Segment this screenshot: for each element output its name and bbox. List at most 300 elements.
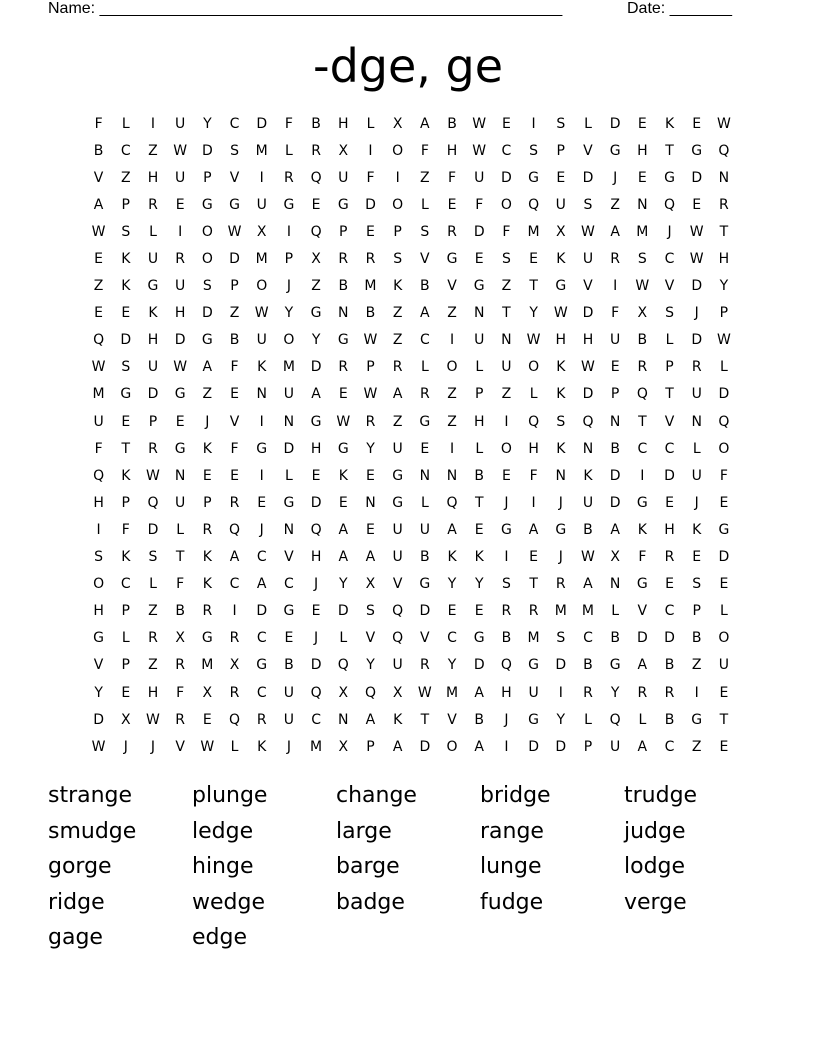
grid-letter: D — [365, 196, 376, 213]
grid-letter: L — [339, 630, 348, 647]
grid-letter: R — [664, 549, 675, 566]
grid-letter: H — [174, 305, 186, 322]
grid-letter: Z — [447, 386, 457, 403]
grid-letter: J — [286, 738, 291, 755]
grid-letter: U — [610, 332, 621, 349]
grid-letter: V — [392, 576, 403, 593]
grid-letter: J — [259, 521, 264, 538]
grid-letter: H — [310, 549, 322, 566]
grid-letter: H — [147, 332, 159, 349]
grid-letter: E — [420, 440, 430, 457]
grid-letter: W — [689, 251, 704, 268]
grid-letter: O — [392, 196, 404, 213]
grid-letter: W — [716, 115, 731, 132]
grid-letter: Y — [447, 576, 457, 593]
word-bank-item: change — [336, 783, 417, 808]
grid-letter: V — [664, 278, 675, 295]
grid-letter: W — [227, 223, 242, 240]
grid-letter: C — [447, 630, 457, 647]
grid-letter: U — [175, 115, 186, 132]
grid-letter: C — [120, 576, 131, 593]
grid-letter: F — [230, 440, 239, 457]
grid-letter: K — [257, 359, 267, 376]
grid-letter: Z — [392, 305, 403, 322]
grid-letter: T — [638, 413, 647, 430]
grid-letter: K — [556, 440, 566, 457]
grid-letter: M — [527, 223, 540, 240]
grid-letter: F — [448, 169, 457, 186]
grid-letter: A — [583, 576, 593, 593]
grid-letter: Z — [148, 657, 158, 674]
grid-letter: M — [554, 603, 567, 620]
grid-letter: O — [392, 142, 404, 159]
grid-letter: G — [446, 251, 458, 268]
grid-letter: G — [664, 169, 675, 186]
grid-letter: U — [392, 549, 403, 566]
grid-letter: D — [419, 603, 431, 620]
grid-letter: U — [175, 494, 186, 511]
grid-letter: U — [283, 386, 295, 403]
grid-letter: O — [500, 440, 512, 457]
word-bank-item: plunge — [192, 783, 268, 808]
grid-letter: L — [720, 603, 728, 620]
grid-letter: Q — [582, 413, 594, 430]
grid-letter: V — [229, 169, 240, 186]
grid-letter: R — [583, 684, 593, 701]
grid-letter: A — [528, 521, 539, 538]
word-bank-item: edge — [192, 925, 247, 950]
grid-letter: I — [395, 169, 400, 186]
grid-letter: Q — [147, 494, 159, 511]
grid-letter: W — [91, 223, 106, 240]
grid-letter: Z — [202, 386, 213, 403]
grid-letter: O — [446, 359, 458, 376]
grid-letter: G — [691, 142, 703, 159]
grid-letter: R — [392, 359, 403, 376]
grid-letter: A — [392, 738, 403, 755]
date-field-label: Date: _______ — [627, 0, 732, 17]
grid-letter: T — [529, 278, 538, 295]
grid-letter: E — [637, 169, 647, 186]
grid-letter: C — [256, 630, 267, 647]
grid-letter: T — [420, 711, 430, 728]
word-bank-item: verge — [624, 889, 687, 915]
grid-letter: R — [202, 603, 213, 620]
word-bank-item: judge — [624, 818, 686, 844]
grid-letter: G — [392, 494, 404, 511]
grid-letter: G — [120, 386, 132, 403]
grid-letter: K — [637, 521, 647, 538]
grid-letter: T — [529, 576, 538, 593]
grid-letter: B — [447, 115, 457, 132]
grid-letter: C — [284, 576, 294, 593]
grid-letter: N — [283, 413, 295, 430]
grid-letter: G — [310, 305, 322, 322]
grid-letter: Q — [718, 413, 730, 430]
grid-letter: N — [365, 494, 376, 511]
grid-letter: P — [366, 359, 375, 376]
grid-letter: T — [719, 223, 729, 240]
grid-letter: W — [363, 332, 378, 349]
grid-letter: Z — [447, 305, 457, 322]
grid-letter: G — [147, 278, 159, 295]
grid-letter: L — [285, 142, 293, 159]
grid-letter: W — [635, 278, 650, 295]
grid-letter: R — [202, 521, 213, 538]
grid-letter: L — [366, 115, 375, 132]
grid-letter: I — [259, 169, 264, 186]
grid-letter: D — [691, 278, 703, 295]
grid-letter: E — [121, 684, 131, 701]
grid-letter: B — [365, 305, 376, 322]
grid-letter: A — [365, 549, 376, 566]
grid-letter: M — [255, 251, 268, 268]
grid-letter: G — [201, 630, 213, 647]
grid-letter: D — [582, 386, 594, 403]
word-bank-item: strange — [48, 783, 133, 808]
grid-letter: H — [93, 603, 104, 620]
grid-letter: N — [419, 467, 431, 484]
grid-letter: K — [121, 467, 131, 484]
grid-letter: R — [338, 251, 349, 268]
grid-letter: S — [501, 251, 511, 268]
grid-letter: E — [529, 251, 539, 268]
grid-letter: W — [146, 711, 160, 728]
grid-letter: B — [420, 549, 430, 566]
grid-letter: O — [446, 738, 458, 755]
grid-letter: G — [636, 576, 648, 593]
grid-letter: V — [420, 630, 430, 647]
grid-letter: N — [256, 386, 267, 403]
grid-letter: E — [121, 413, 131, 430]
grid-letter: S — [121, 359, 131, 376]
grid-letter: U — [147, 251, 159, 268]
grid-letter: G — [528, 711, 540, 728]
grid-letter: Y — [203, 115, 212, 132]
grid-letter: Z — [148, 603, 158, 620]
grid-letter: B — [474, 711, 485, 728]
grid-letter: W — [254, 305, 269, 322]
grid-letter: Y — [366, 657, 375, 674]
word-bank-item: hinge — [192, 854, 254, 879]
grid-letter: Z — [610, 196, 620, 213]
grid-letter: R — [528, 603, 539, 620]
grid-letter: Q — [337, 657, 349, 674]
word-bank-item: lunge — [480, 854, 542, 879]
grid-letter: W — [581, 549, 595, 566]
grid-letter: Q — [718, 142, 730, 159]
grid-letter: R — [610, 251, 621, 268]
grid-letter: M — [445, 684, 459, 701]
grid-letter: A — [338, 521, 349, 538]
name-field-label: Name: ____________________________________________________ — [48, 0, 563, 17]
grid-letter: K — [556, 359, 566, 376]
grid-letter: Q — [229, 711, 241, 728]
grid-letter: T — [665, 386, 674, 403]
grid-letter: U — [718, 657, 730, 674]
grid-letter: P — [393, 223, 402, 240]
grid-letter: G — [201, 196, 213, 213]
grid-letter: U — [93, 413, 104, 430]
grid-letter: F — [420, 142, 429, 159]
grid-letter: V — [664, 413, 675, 430]
grid-letter: A — [338, 549, 349, 566]
grid-letter: U — [283, 711, 295, 728]
grid-letter: E — [311, 196, 321, 213]
grid-letter: Y — [719, 278, 729, 295]
grid-letter: W — [173, 359, 188, 376]
grid-letter: H — [501, 684, 512, 701]
grid-letter: U — [610, 738, 621, 755]
word-bank-item: range — [480, 818, 544, 844]
grid-letter: N — [174, 467, 186, 484]
grid-letter: U — [338, 169, 349, 186]
grid-letter: W — [472, 142, 487, 159]
grid-letter: G — [473, 630, 485, 647]
grid-letter: K — [202, 440, 212, 457]
grid-letter: D — [691, 332, 703, 349]
grid-letter: D — [201, 305, 213, 322]
grid-letter: Z — [93, 278, 104, 295]
page-title: -dge, ge — [312, 39, 504, 93]
grid-letter: H — [310, 440, 322, 457]
grid-letter: L — [475, 440, 484, 457]
grid-letter: N — [338, 711, 349, 728]
grid-letter: L — [692, 440, 701, 457]
grid-letter: R — [555, 576, 566, 593]
grid-letter: G — [337, 196, 349, 213]
grid-letter: W — [173, 142, 188, 159]
grid-letter: G — [500, 521, 512, 538]
grid-letter: B — [93, 142, 104, 159]
grid-letter: M — [636, 223, 649, 240]
word-bank — [48, 780, 768, 958]
grid-letter: Q — [528, 413, 540, 430]
grid-letter: J — [314, 630, 319, 647]
grid-letter: R — [256, 711, 267, 728]
word-bank-item: large — [336, 818, 392, 844]
grid-letter: X — [120, 711, 131, 728]
grid-letter: J — [613, 169, 618, 186]
grid-letter: Q — [636, 386, 648, 403]
grid-letter: I — [150, 115, 156, 132]
grid-letter: D — [256, 603, 268, 620]
grid-letter: I — [504, 549, 509, 566]
grid-letter: Q — [392, 630, 404, 647]
grid-letter: R — [664, 684, 675, 701]
grid-letter: P — [121, 603, 130, 620]
grid-letter: H — [147, 684, 159, 701]
grid-letter: U — [501, 359, 512, 376]
grid-letter: A — [229, 549, 240, 566]
grid-letter: B — [175, 603, 185, 620]
grid-letter: D — [501, 169, 512, 186]
grid-letter: X — [338, 738, 349, 755]
grid-letter: X — [610, 549, 620, 566]
word-bank-item: trudge — [624, 783, 698, 808]
word-bank-item: fudge — [480, 889, 544, 915]
grid-letter: B — [229, 332, 240, 349]
grid-letter: O — [256, 278, 268, 295]
grid-letter: B — [691, 630, 702, 647]
grid-letter: O — [528, 359, 540, 376]
grid-letter: E — [311, 467, 321, 484]
grid-letter: F — [638, 549, 647, 566]
grid-letter: T — [474, 494, 484, 511]
grid-letter: M — [92, 386, 105, 403]
grid-letter: M — [310, 738, 323, 755]
grid-letter: R — [419, 657, 430, 674]
grid-letter: E — [366, 521, 375, 538]
grid-letter: S — [637, 251, 647, 268]
grid-letter: B — [501, 630, 512, 647]
grid-letter: E — [501, 467, 511, 484]
grid-letter: I — [286, 223, 291, 240]
grid-letter: X — [392, 115, 403, 132]
grid-letter: D — [310, 359, 322, 376]
grid-letter: F — [475, 196, 484, 213]
grid-letter: D — [582, 305, 594, 322]
grid-letter: Q — [310, 169, 322, 186]
grid-letter: R — [148, 630, 158, 647]
grid-letter: R — [229, 494, 240, 511]
grid-letter: S — [583, 196, 593, 213]
grid-letter: L — [149, 223, 157, 240]
grid-letter: H — [446, 142, 458, 159]
grid-letter: D — [419, 738, 431, 755]
grid-letter: A — [610, 223, 620, 240]
grid-letter: G — [419, 576, 431, 593]
grid-letter: L — [176, 521, 185, 538]
word-bank-item: bridge — [480, 783, 551, 808]
grid-letter: Y — [366, 440, 375, 457]
grid-letter: K — [664, 115, 675, 132]
grid-letter: D — [718, 549, 730, 566]
grid-letter: E — [121, 305, 131, 322]
grid-letter: H — [528, 440, 539, 457]
grid-letter: Y — [94, 684, 103, 701]
grid-letter: B — [610, 440, 620, 457]
grid-letter: E — [474, 521, 484, 538]
grid-letter: P — [121, 494, 130, 511]
grid-letter: X — [637, 305, 648, 322]
grid-letter: H — [718, 251, 730, 268]
grid-letter: E — [501, 115, 511, 132]
grid-letter: Y — [447, 657, 457, 674]
grid-letter: E — [719, 684, 729, 701]
word-bank-item: gage — [48, 925, 103, 950]
grid-letter: A — [637, 657, 648, 674]
grid-letter: U — [147, 359, 159, 376]
grid-letter: L — [584, 115, 592, 132]
grid-letter: V — [583, 142, 593, 159]
grid-letter: A — [637, 738, 648, 755]
grid-letter: N — [283, 521, 295, 538]
grid-letter: B — [664, 711, 675, 728]
grid-letter: P — [203, 494, 212, 511]
grid-letter: U — [528, 684, 539, 701]
word-bank-item: ledge — [192, 818, 254, 844]
grid-letter: N — [473, 305, 485, 322]
grid-letter: Z — [229, 305, 240, 322]
grid-letter: J — [558, 494, 563, 511]
grid-letter: E — [366, 467, 375, 484]
grid-letter: T — [719, 711, 729, 728]
grid-letter: E — [257, 494, 267, 511]
grid-letter: Z — [691, 738, 702, 755]
grid-letter: X — [202, 684, 213, 701]
grid-letter: A — [474, 738, 484, 755]
grid-letter: K — [393, 278, 403, 295]
grid-letter: J — [667, 223, 672, 240]
grid-letter: E — [230, 386, 239, 403]
grid-letter: I — [96, 521, 101, 538]
grid-letter: F — [719, 467, 728, 484]
grid-letter: E — [692, 196, 702, 213]
grid-letter: X — [229, 657, 240, 674]
grid-letter: A — [610, 521, 620, 538]
grid-letter: O — [201, 223, 213, 240]
grid-letter: W — [417, 684, 432, 701]
grid-letter: M — [282, 359, 295, 376]
grid-letter: F — [284, 115, 293, 132]
grid-letter: F — [230, 359, 239, 376]
grid-letter: I — [504, 738, 509, 755]
grid-letter: K — [556, 386, 566, 403]
grid-letter: I — [368, 142, 373, 159]
grid-letter: U — [392, 521, 403, 538]
grid-letter: A — [447, 521, 457, 538]
grid-letter: E — [529, 549, 539, 566]
grid-letter: W — [553, 305, 568, 322]
grid-letter: L — [420, 359, 429, 376]
grid-letter: K — [121, 549, 131, 566]
grid-letter: L — [475, 359, 484, 376]
grid-letter: N — [501, 332, 512, 349]
grid-letter: X — [392, 684, 403, 701]
grid-letter: S — [501, 576, 511, 593]
grid-letter: L — [611, 603, 620, 620]
grid-letter: D — [473, 223, 485, 240]
grid-letter: C — [256, 684, 267, 701]
grid-letter: P — [583, 738, 593, 755]
grid-letter: I — [531, 494, 536, 511]
grid-letter: R — [637, 359, 648, 376]
grid-letter: W — [689, 223, 704, 240]
grid-letter: E — [692, 549, 702, 566]
grid-letter: Y — [284, 305, 294, 322]
grid-letter: Q — [664, 196, 676, 213]
grid-letter: K — [583, 467, 593, 484]
grid-letter: E — [719, 494, 729, 511]
grid-letter: Y — [610, 684, 620, 701]
grid-letter: D — [636, 630, 648, 647]
grid-letter: T — [175, 549, 185, 566]
grid-letter: G — [473, 278, 485, 295]
grid-letter: X — [175, 630, 185, 647]
grid-letter: C — [664, 440, 675, 457]
grid-letter: R — [229, 684, 240, 701]
grid-letter: G — [283, 196, 295, 213]
grid-letter: W — [581, 359, 595, 376]
grid-letter: G — [93, 630, 105, 647]
grid-letter: D — [473, 657, 485, 674]
grid-letter: U — [691, 386, 702, 403]
grid-letter: D — [609, 494, 621, 511]
grid-letter: J — [694, 494, 699, 511]
grid-letter: E — [610, 359, 620, 376]
grid-letter: D — [528, 738, 539, 755]
